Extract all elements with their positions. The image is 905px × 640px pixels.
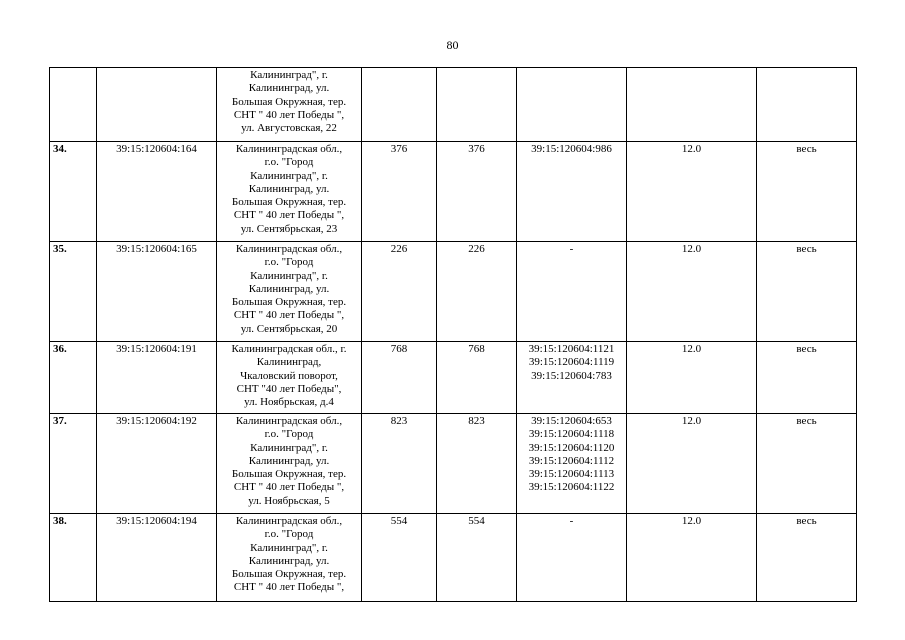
address-line: Большая Окружная, тер. — [231, 568, 347, 581]
address-line: г.о. "Город — [264, 528, 314, 541]
linked-objects-cell — [517, 142, 627, 242]
row-number-cell: 38. — [50, 514, 97, 602]
address-line: ул. Сентябрьская, 23 — [240, 222, 338, 235]
area-cell: 226 — [362, 242, 437, 342]
address-line: СНТ " 40 лет Победы ", — [233, 581, 345, 594]
address-line: Калининград, ул. — [248, 282, 330, 295]
address-line: Калининград", г. — [250, 441, 328, 454]
linked-object-number: 39:15:120604:1113 — [528, 468, 615, 481]
area-cell-2 — [437, 68, 517, 142]
address-line: Чкаловский поворот, — [240, 369, 338, 382]
address-line: ул. Сентябрьская, 20 — [240, 322, 338, 335]
part-cell: весь — [757, 414, 857, 514]
address-line: Калининград", г. — [250, 269, 328, 282]
address-line: Большая Окружная, тер. — [231, 196, 347, 209]
area-cell: 554 — [362, 514, 437, 602]
linked-object-number: 39:15:120604:1121 — [528, 343, 615, 355]
address-line: г.о. "Город — [264, 256, 314, 269]
address-line: Калининградская обл., — [235, 515, 343, 527]
linked-objects-cell — [517, 68, 627, 142]
area-cell — [362, 68, 437, 142]
address-line: Калининград, ул. — [248, 454, 330, 467]
address-line: ул. Августовская, 22 — [241, 122, 337, 135]
linked-objects-cell — [517, 414, 627, 514]
part-cell — [757, 68, 857, 142]
address-line: Большая Окружная, тер. — [231, 95, 347, 108]
value-cell: 12.0 — [627, 514, 757, 602]
land-plots-table — [49, 67, 857, 602]
address-line: г.о. "Город — [264, 428, 314, 441]
value-cell — [627, 68, 757, 142]
linked-object-number: 39:15:120604:1118 — [528, 428, 615, 441]
linked-objects-cell — [517, 514, 627, 602]
address-line: Калининград", г. — [250, 69, 328, 81]
area-cell-2: 768 — [437, 342, 517, 414]
linked-object-number: 39:15:120604:986 — [531, 143, 612, 155]
address-line: СНТ " 40 лет Победы ", — [233, 309, 345, 322]
row-number-cell: 36. — [50, 342, 97, 414]
address-line: Калининград, ул. — [248, 82, 330, 95]
address-line: Калининградская обл., г. — [231, 343, 347, 355]
address-line: СНТ " 40 лет Победы ", — [233, 209, 345, 222]
address-line: Калининградская обл., — [235, 415, 343, 427]
address-cell — [217, 342, 362, 414]
area-cell: 768 — [362, 342, 437, 414]
address-line: СНТ "40 лет Победы", — [236, 382, 342, 395]
linked-objects-cell — [517, 242, 627, 342]
cadastral-number-cell — [97, 68, 217, 142]
part-cell: весь — [757, 342, 857, 414]
table-row — [50, 514, 857, 602]
linked-object-number: - — [569, 243, 574, 255]
table-row — [50, 242, 857, 342]
address-cell — [217, 414, 362, 514]
address-line: Калининград", г. — [250, 169, 328, 182]
address-cell — [217, 242, 362, 342]
row-number-cell: 35. — [50, 242, 97, 342]
linked-object-number: 39:15:120604:1120 — [528, 441, 615, 454]
area-cell: 376 — [362, 142, 437, 242]
address-line: Калининград", г. — [250, 541, 328, 554]
address-line: Калининградская обл., — [235, 243, 343, 255]
table-row — [50, 142, 857, 242]
address-line: СНТ " 40 лет Победы ", — [233, 481, 345, 494]
address-line: Большая Окружная, тер. — [231, 296, 347, 309]
page-number: 80 — [446, 38, 459, 52]
linked-object-number: 39:15:120604:1112 — [528, 454, 615, 467]
address-line: Калининградская обл., — [235, 143, 343, 155]
address-cell — [217, 514, 362, 602]
address-line: ул. Ноябрьская, д.4 — [244, 396, 334, 409]
value-cell: 12.0 — [627, 142, 757, 242]
address-line: г.о. "Город — [264, 156, 314, 169]
table-row — [50, 342, 857, 414]
address-cell — [217, 142, 362, 242]
value-cell: 12.0 — [627, 414, 757, 514]
area-cell-2: 226 — [437, 242, 517, 342]
linked-object-number: 39:15:120604:1122 — [528, 481, 615, 494]
linked-objects-cell — [517, 342, 627, 414]
address-line: ул. Ноябрьская, 5 — [248, 494, 330, 507]
row-number-cell: 37. — [50, 414, 97, 514]
part-cell: весь — [757, 142, 857, 242]
table-row — [50, 68, 857, 142]
linked-object-number: 39:15:120604:783 — [531, 369, 612, 382]
cadastral-number-cell: 39:15:120604:165 — [97, 242, 217, 342]
address-cell — [217, 68, 362, 142]
row-number-cell — [50, 68, 97, 142]
value-cell: 12.0 — [627, 242, 757, 342]
row-number-cell: 34. — [50, 142, 97, 242]
cadastral-number-cell: 39:15:120604:192 — [97, 414, 217, 514]
cadastral-number-cell: 39:15:120604:164 — [97, 142, 217, 242]
area-cell-2: 376 — [437, 142, 517, 242]
address-line: СНТ " 40 лет Победы ", — [233, 108, 345, 121]
address-line: Большая Окружная, тер. — [231, 468, 347, 481]
linked-object-number: 39:15:120604:653 — [531, 415, 612, 427]
value-cell: 12.0 — [627, 342, 757, 414]
area-cell-2: 823 — [437, 414, 517, 514]
address-line: Калининград, ул. — [248, 554, 330, 567]
linked-object-number: - — [569, 515, 574, 527]
linked-object-number: 39:15:120604:1119 — [528, 356, 615, 369]
address-line: Калининград, — [256, 356, 322, 369]
address-line: Калининград, ул. — [248, 182, 330, 195]
table-row — [50, 414, 857, 514]
part-cell: весь — [757, 242, 857, 342]
part-cell: весь — [757, 514, 857, 602]
cadastral-number-cell: 39:15:120604:194 — [97, 514, 217, 602]
cadastral-number-cell: 39:15:120604:191 — [97, 342, 217, 414]
area-cell-2: 554 — [437, 514, 517, 602]
area-cell: 823 — [362, 414, 437, 514]
